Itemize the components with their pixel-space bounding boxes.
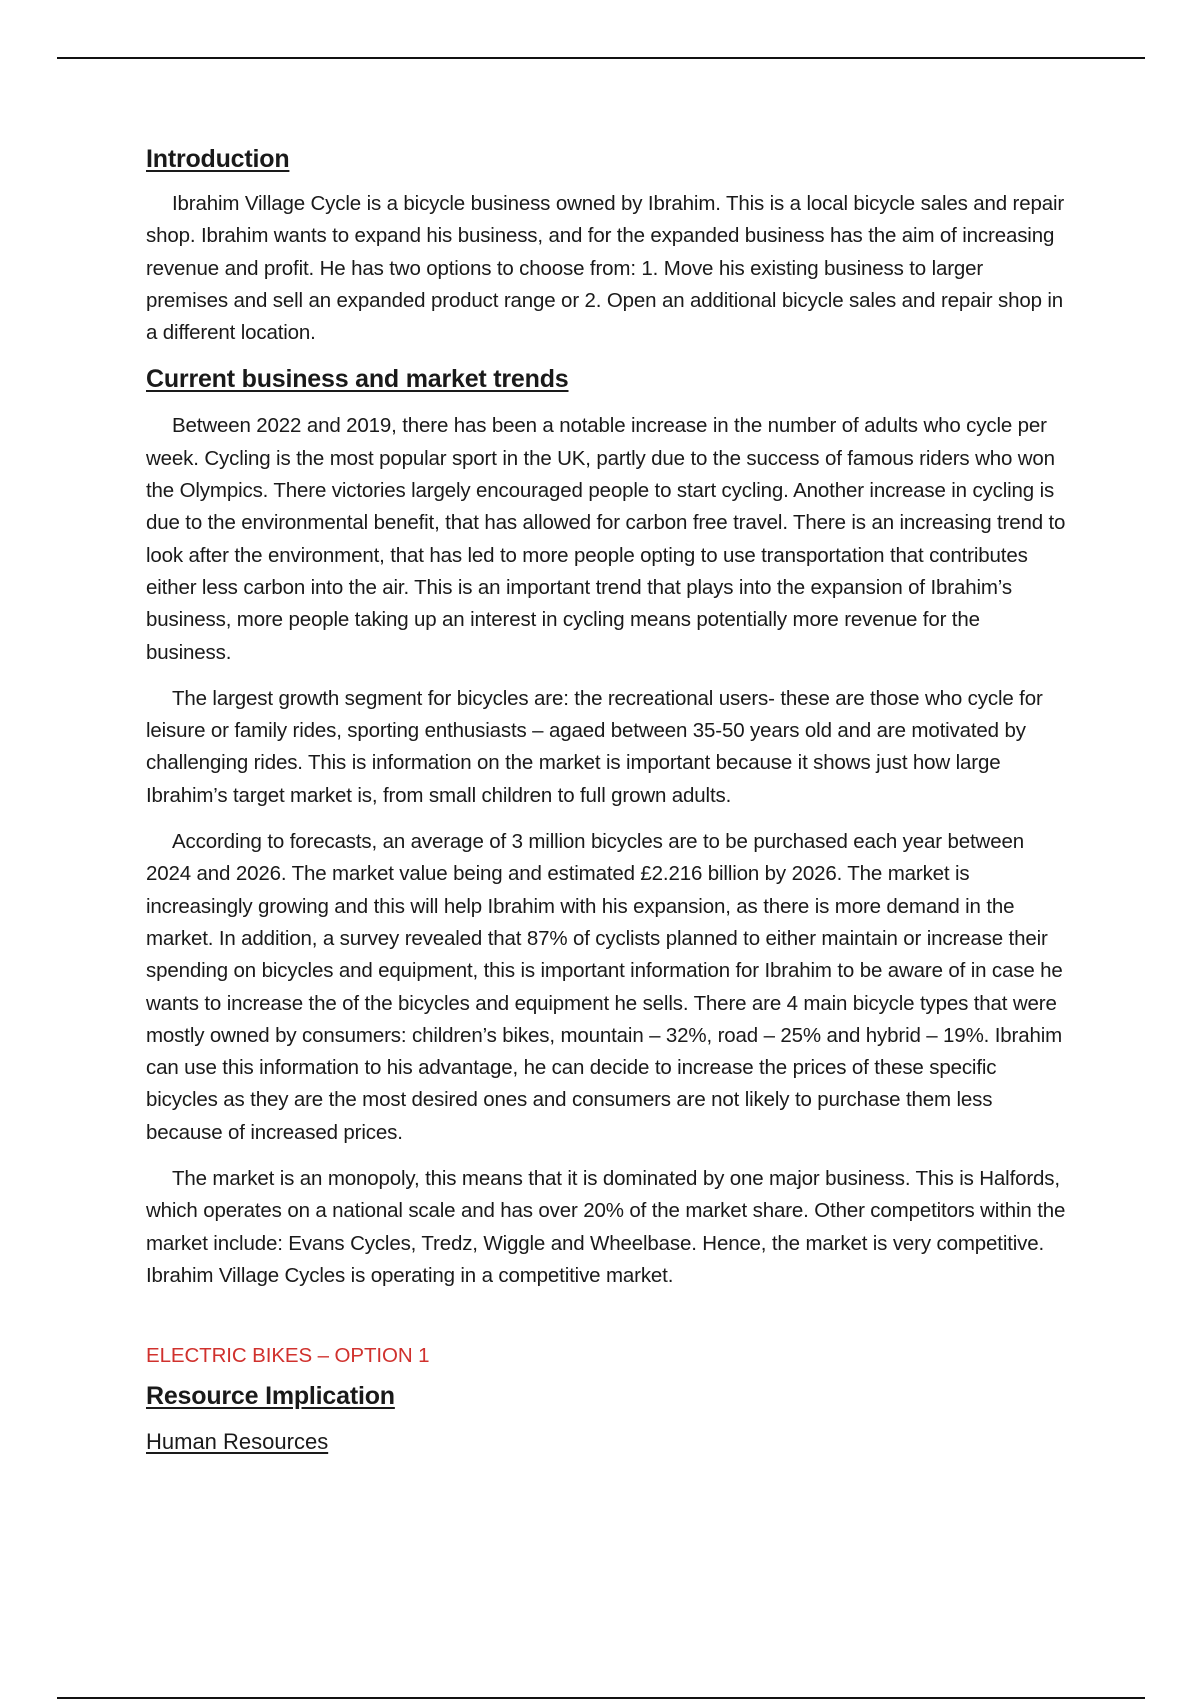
trends-paragraph-1: Between 2022 and 2019, there has been a notable increase in the number of adults who cycle per week. Cycling is the most popular sport in the UK, partly due to the success of famous riders who won the Olympics. There victories largely encouraged people to start cycling. Another increase in cycling is due to the environmental benefit, that has allowed for carbon free travel. There is an increasing trend to look after the environment, that has led to more people opting to use transportation that contributes either less carbon into the air. This is an important trend that plays into the expansion of Ibrahim’s business, more people taking up an interest in cycling means potentially more revenue for the business. — [146, 414, 1066, 664]
trends-paragraph-2: The largest growth segment for bicycles are: the recreational users- these are those who cycle for leisure or family rides, sporting enthusiasts – agaed between 35-50 years old and are motivated by challenging rides. This is information on the market is important because it shows just how large Ibrahim’s target market is, from small children to full grown adults. — [146, 686, 1043, 807]
option-label: ELECTRIC BIKES – OPTION 1 — [146, 1344, 430, 1368]
header-rule — [57, 57, 1145, 59]
document-body — [146, 145, 1066, 1455]
introduction-heading: Introduction — [146, 145, 290, 173]
footer-rule — [57, 1697, 1145, 1699]
human-resources-subheading: Human Resources — [146, 1429, 329, 1455]
market-trends-heading: Current business and market trends — [146, 365, 569, 394]
introduction-paragraph: Ibrahim Village Cycle is a bicycle business owned by Ibrahim. This is a local bicycle sales and repair shop. Ibrahim wants to expand his business, and for the expanded business has the aim of increasing revenue and profit. He has two options to choose from: 1. Move his existing business to larger premises and sell an expanded product range or 2. Open an additional bicycle sales and repair shop in a different location. — [146, 192, 1065, 345]
resource-implication-heading: Resource Implication — [146, 1382, 395, 1411]
trends-paragraph-3: According to forecasts, an average of 3 million bicycles are to be purchased each year between 2024 and 2026. The market value being and estimated £2.216 billion by 2026. The market is increasingly growing and this will help Ibrahim with his expansion, as there is more demand in the market. In addition, a survey revealed that 87% of cyclists planned to either maintain or increase their spending on bicycles and equipment, this is important information for Ibrahim to be aware of in case he wants to increase the of the bicycles and equipment he sells. There are 4 main bicycle types that were mostly owned by consumers: children’s bikes, mountain – 32%, road – 25% and hybrid – 19%. Ibrahim can use this information to his advantage, he can decide to increase the prices of these specific bicycles as they are the most desired ones and consumers are not likely to purchase them less because of increased prices. — [146, 830, 1063, 1144]
trends-paragraph-4: The market is an monopoly, this means that it is dominated by one major business. This is Halfords, which operates on a national scale and has over 20% of the market share. Other competitors within the market include: Evans Cycles, Tredz, Wiggle and Wheelbase. Hence, the market is very competitive. Ibrahim Village Cycles is operating in a competitive market. — [146, 1167, 1066, 1287]
